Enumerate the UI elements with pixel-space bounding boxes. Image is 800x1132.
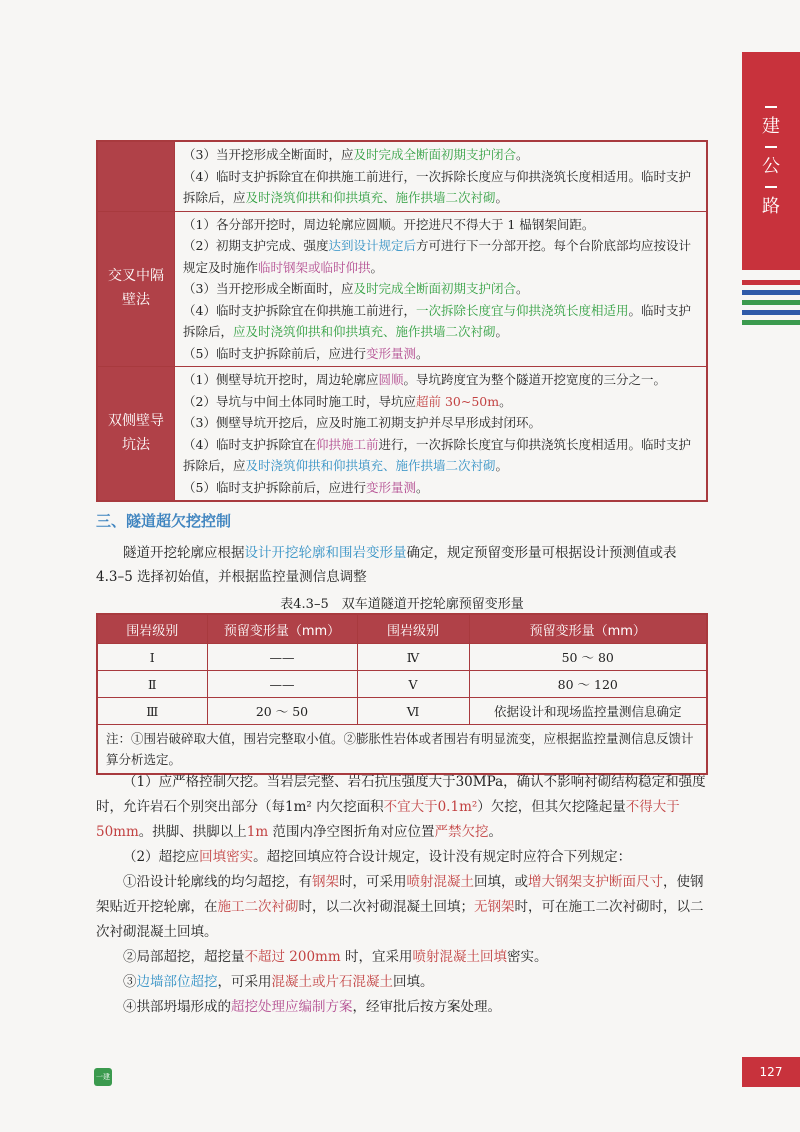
highlight-text: 不得大于50mm [96, 799, 680, 840]
highlight-text: 增大钢架支护断面尺寸 [528, 874, 663, 890]
table-cell: Ⅳ [357, 644, 469, 671]
highlight-text: 回填密实 [199, 849, 254, 865]
text-run: ，经审批后按方案处理。 [352, 999, 501, 1015]
text-run: 。 [495, 190, 509, 205]
column-header: 围岩级别 [97, 614, 207, 644]
highlight-text: 边墙部位超挖 [136, 974, 218, 990]
paragraph [96, 870, 708, 945]
table-cell: Ⅱ [97, 671, 207, 698]
decor-stripe [742, 310, 800, 315]
table-cell: Ⅵ [357, 698, 469, 725]
highlight-text: 不宜大于0.1m² [383, 799, 478, 815]
text-run: （1）应严格控制欠挖。当岩层完整、岩石抗压强度大于30MPa，确认不影响衬砌结构稳定和强度时，允许岩石个别突出部分（每1m² 内欠挖面积 [96, 774, 706, 815]
highlight-text: 超前 30~50m [415, 393, 500, 409]
highlight-text: 无钢架 [474, 899, 515, 915]
intro-paragraph [96, 541, 708, 589]
highlight-text: 变形量测 [365, 345, 416, 361]
text-run: ①沿设计轮廓线的均匀超挖，有 [123, 874, 312, 890]
text-run: ，可采用 [217, 974, 272, 990]
text-run: 。导坑跨度宜为整个隧道开挖宽度的三分之一。 [403, 372, 666, 387]
text-run: （4）临时支护拆除宜在仰拱施工前进行， [183, 302, 416, 318]
text-run: 。 [495, 458, 509, 473]
text-run: 范围内净空图折角对应位置 [268, 824, 435, 840]
table-cell: 20 ～ 50 [207, 698, 357, 725]
step-item [183, 434, 698, 477]
highlight-text: 及时完成全断面初期支护闭合 [353, 281, 516, 296]
column-header: 围岩级别 [357, 614, 469, 644]
text-run: （2）初期支护完成、强度 [183, 238, 329, 253]
text-run: 。 [370, 259, 384, 275]
highlight-text: 严禁欠挖 [434, 824, 489, 840]
text-run: （2）超挖应 [123, 849, 200, 865]
text-run: 时，宜采用 [340, 949, 413, 965]
text-run: 。 [415, 479, 429, 495]
paragraph [96, 945, 708, 970]
highlight-text: 及时浇筑仰拱和仰拱填充、施作拱墙二次衬砌 [245, 190, 496, 205]
method-steps [175, 367, 708, 502]
step-item [183, 343, 698, 365]
text-run: ）欠挖，但其欠挖隆起量 [477, 799, 626, 815]
table-note-row [97, 725, 707, 775]
text-run: （5）临时支护拆除前后，应进行 [183, 479, 366, 495]
highlight-text: 仰拱施工前 [315, 436, 379, 452]
paragraph [96, 995, 708, 1020]
method-steps [175, 211, 708, 367]
text-run: 密实。 [506, 949, 548, 965]
text-run: （3）当开挖形成全断面时，应 [183, 147, 354, 162]
text-run: 。 [415, 345, 429, 361]
table-row [97, 367, 707, 502]
table-caption: 表4.3–5 双车道隧道开挖轮廓预留变形量 [280, 597, 524, 612]
highlight-text: 喷射混凝土回填 [412, 949, 507, 965]
text-run: 。超挖回填应符合设计规定，设计没有规定时应符合下列规定： [253, 849, 632, 865]
text-run: 时，可采用 [339, 874, 407, 890]
highlight-text: 超挖处理应编制方案 [231, 999, 353, 1015]
step-item [183, 391, 698, 413]
text-run: ④拱部坍塌形成的 [123, 999, 231, 1015]
tab-char: 公 [762, 156, 780, 178]
step-item [183, 214, 698, 236]
text-run: （4）临时支护拆除宜在 [183, 436, 316, 452]
method-label-empty [97, 141, 175, 211]
text-run: （4）临时支护拆除宜在仰拱施工前进行，一次拆除长度应与仰拱浇筑长度相适用。临时支护拆除后，应 [183, 168, 691, 205]
text-run: （2）导坑与中间土体同时施工时，导坑应 [183, 393, 416, 409]
table-cell: 80 ～ 120 [469, 671, 707, 698]
table-cell: 50 ～ 80 [469, 644, 707, 671]
text-run: 。 [488, 824, 502, 840]
highlight-text: 喷射混凝土 [406, 874, 474, 890]
highlight-text: 及时完成全断面初期支护闭合 [353, 147, 516, 162]
highlight-text: 1m [246, 824, 269, 840]
table-cell: —— [207, 671, 357, 698]
text-run: 回填。 [393, 974, 434, 990]
section-heading: 三、隧道超欠挖控制 [96, 512, 232, 530]
text-run: 。临时支护拆除后， [183, 302, 691, 339]
method-table [96, 140, 708, 502]
step-item [183, 144, 698, 166]
highlight-text: 达到设计规定后 [328, 238, 416, 253]
tab-divider [765, 146, 777, 148]
highlight-text: 不超过 200mm [244, 949, 341, 965]
text-run: 时，以二次衬砌混凝土回填； [298, 899, 474, 915]
table-cell: Ⅰ [97, 644, 207, 671]
text-run: 确定，规定预留变形量可根据设计预测值或表 4.3–5 选择初始值，并根据监控量测信息调整 [96, 545, 677, 585]
table-row [97, 644, 707, 671]
text-run: ②局部超挖，超挖量 [123, 949, 245, 965]
step-item [183, 300, 698, 343]
publisher-logo: 一建 [94, 1068, 112, 1086]
table-row [97, 698, 707, 725]
highlight-text: 临时钢架或临时仰拱 [258, 259, 371, 275]
table-cell: 依据设计和现场监控量测信息确定 [469, 698, 707, 725]
paragraph [96, 970, 708, 995]
step-item [183, 369, 698, 391]
tab-char: 建 [762, 116, 780, 138]
highlight-text: 施工二次衬砌 [217, 899, 299, 915]
text-run: （3）侧壁导坑开挖后，应及时施工初期支护并尽早形成封闭环。 [183, 415, 541, 430]
highlight-text: 一次拆除长度宜与仰拱浇筑长度相适用 [415, 302, 629, 318]
text-run: （1）各分部开挖时，周边轮廓应圆顺。开挖进尺不得大于 1 榀钢架间距。 [183, 216, 595, 232]
text-run: 。 [515, 147, 529, 162]
chapter-tab [742, 52, 800, 270]
text-run: 回填，或 [474, 874, 528, 890]
deformation-table [96, 613, 708, 775]
step-item [183, 477, 698, 499]
tab-char: 路 [762, 195, 780, 217]
highlight-text: 应及时浇筑仰拱和仰拱填充、施作拱墙二次衬砌 [233, 324, 496, 339]
text-run: ③ [123, 974, 137, 990]
method-continuation [175, 141, 708, 211]
body-paragraphs [96, 770, 708, 1020]
tab-divider [765, 186, 777, 188]
column-header: 预留变形量（mm） [207, 614, 357, 644]
text-run: 时，可在施工二次衬砌时，以二次衬砌混凝土回填。 [96, 899, 704, 940]
column-header: 预留变形量（mm） [469, 614, 707, 644]
step-item [183, 166, 698, 209]
text-run: （3）当开挖形成全断面时，应 [183, 281, 354, 296]
step-item [183, 412, 698, 434]
table-row [97, 671, 707, 698]
text-run: （1）侧壁导坑开挖时，周边轮廓应 [183, 372, 379, 387]
method-label: 交叉中隔壁法 [97, 211, 175, 367]
paragraph [96, 845, 708, 870]
text-run: 进行，一次拆除长度宜与仰拱浇筑长度相适用。临时支护拆除后，应 [183, 436, 691, 473]
table-cell: —— [207, 644, 357, 671]
highlight-text: 钢架 [312, 874, 339, 890]
text-run: 。 [499, 393, 512, 409]
table-cell: Ⅴ [357, 671, 469, 698]
tab-divider [765, 106, 777, 108]
decor-stripe [742, 320, 800, 325]
highlight-text: 圆顺 [378, 372, 404, 387]
highlight-text: 混凝土或片石混凝土 [271, 974, 393, 990]
decor-stripe [742, 280, 800, 285]
step-item [183, 235, 698, 278]
text-run: 隧道开挖轮廓应根据 [123, 545, 245, 561]
method-label: 双侧壁导坑法 [97, 367, 175, 502]
table-cell: Ⅲ [97, 698, 207, 725]
text-run: 。 [495, 324, 509, 339]
decor-stripe [742, 300, 800, 305]
text-run: 方可进行下一分部开挖。每个台阶底部均应按设计规定及时施作 [183, 238, 691, 275]
text-run: 。拱脚、拱脚以上 [138, 824, 247, 840]
text-run: 。 [515, 281, 529, 296]
table-note: 注：①围岩破碎取大值，围岩完整取小值。②膨胀性岩体或者围岩有明显流变，应根据监控量测信息反馈计算分析选定。 [97, 725, 707, 775]
decor-stripe [742, 290, 800, 295]
page-number: 127 [742, 1057, 800, 1087]
highlight-text: 及时浇筑仰拱和仰拱填充、施作拱墙二次衬砌 [245, 458, 496, 473]
highlight-text: 设计开挖轮廓和围岩变形量 [244, 545, 407, 561]
text-run: ，使钢架贴近开挖轮廓，在 [96, 874, 704, 915]
highlight-text: 变形量测 [365, 479, 416, 495]
step-item [183, 278, 698, 300]
text-run: （5）临时支护拆除前后，应进行 [183, 345, 366, 361]
table-row [97, 211, 707, 367]
paragraph [96, 770, 708, 845]
table-row [97, 141, 707, 211]
table-header-row [97, 614, 707, 644]
